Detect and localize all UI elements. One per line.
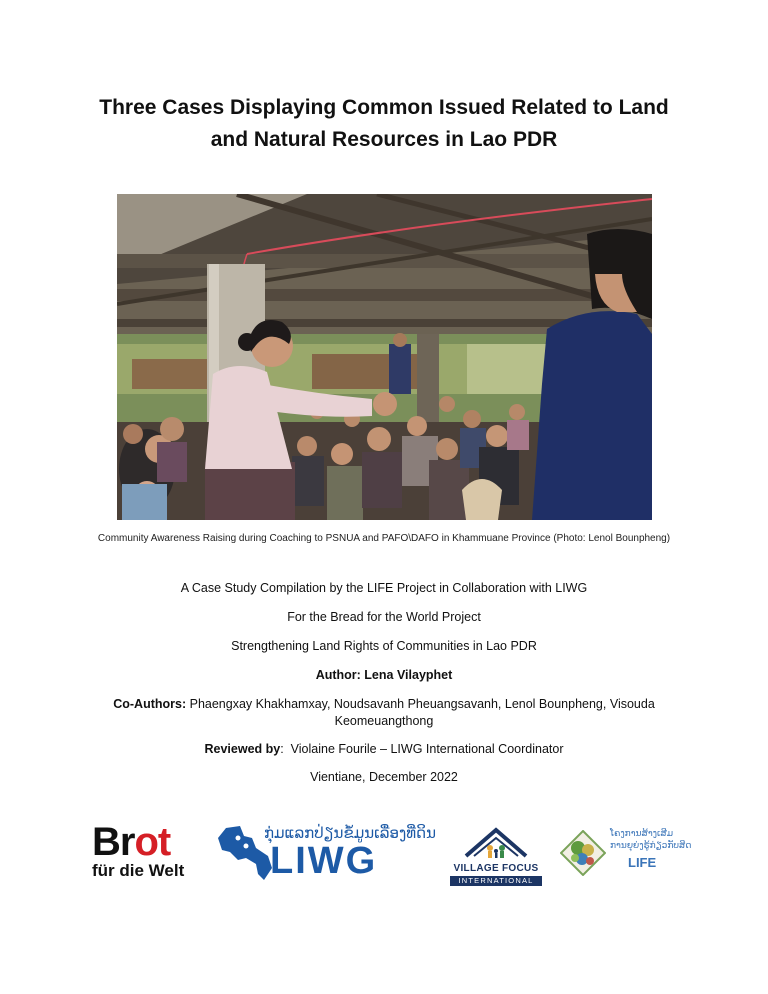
life-text: LIFE <box>628 855 657 870</box>
life-logo <box>560 826 690 882</box>
life-diamond-icon <box>560 830 606 876</box>
title-line-1: Three Cases Displaying Common Issued Related to Land <box>99 96 669 119</box>
coauthors-names-line-1: Phaengxay Khakhamxay, Noudsavanh Pheuangsavanh, Lenol Bounpheng, Visouda <box>189 697 655 711</box>
brot-logo-subtext: für die Welt <box>92 861 185 880</box>
village-focus-roof-icon <box>446 826 546 858</box>
author-name: Lena Vilayphet <box>364 668 453 682</box>
liwg-text: LIWG <box>270 840 378 882</box>
village-focus-logo <box>446 826 546 885</box>
cover-photo-illustration <box>117 194 652 520</box>
reviewed-label: Reviewed by <box>204 742 281 756</box>
cover-photo <box>117 194 652 520</box>
author-line <box>90 668 678 682</box>
brot-logo-text-red: ot <box>134 820 171 864</box>
brot-logo-text-black: Br <box>92 820 135 864</box>
coauthors-block <box>90 696 678 730</box>
photo-caption: Community Awareness Raising during Coaching to PSNUA and PAFO\DAFO in Khammuane Province (Photo: Lenol Bounpheng) <box>97 533 671 544</box>
reviewed-colon: : <box>280 742 284 756</box>
reviewed-line <box>90 742 678 756</box>
coauthors-label: Co-Authors: <box>113 697 187 711</box>
document-title <box>40 92 728 156</box>
village-focus-text: VILLAGE FOCUS <box>453 863 539 874</box>
life-lao-text-line-2: ການຍຸຍ່ງຮູ້ກ່ຽວກັບສິດ <box>610 841 692 851</box>
partner-logos <box>0 822 768 892</box>
project-line: For the Bread for the World Project <box>287 610 481 624</box>
life-lao-text-line-1: ໂຄງການສ້າງເສີມ <box>610 829 674 839</box>
subtitle-line: Strengthening Land Rights of Communities in Lao PDR <box>231 639 537 653</box>
place-date: Vientiane, December 2022 <box>310 770 458 784</box>
coauthors-names-line-2: Keomeuangthong <box>334 714 434 728</box>
author-label: Author: <box>315 668 361 682</box>
liwg-lao-text: ກຸ່ມແລກປ່ຽນຂໍ້ມູນເລື່ອງທີ່ດິນ <box>264 824 436 842</box>
liwg-logo <box>216 824 434 884</box>
reviewed-name: Violaine Fourile – LIWG International Coordinator <box>290 742 564 756</box>
title-line-2: and Natural Resources in Lao PDR <box>210 128 558 151</box>
brot-logo <box>92 822 202 884</box>
compilation-line: A Case Study Compilation by the LIFE Project in Collaboration with LIWG <box>180 581 588 595</box>
village-focus-international: INTERNATIONAL <box>450 876 542 886</box>
